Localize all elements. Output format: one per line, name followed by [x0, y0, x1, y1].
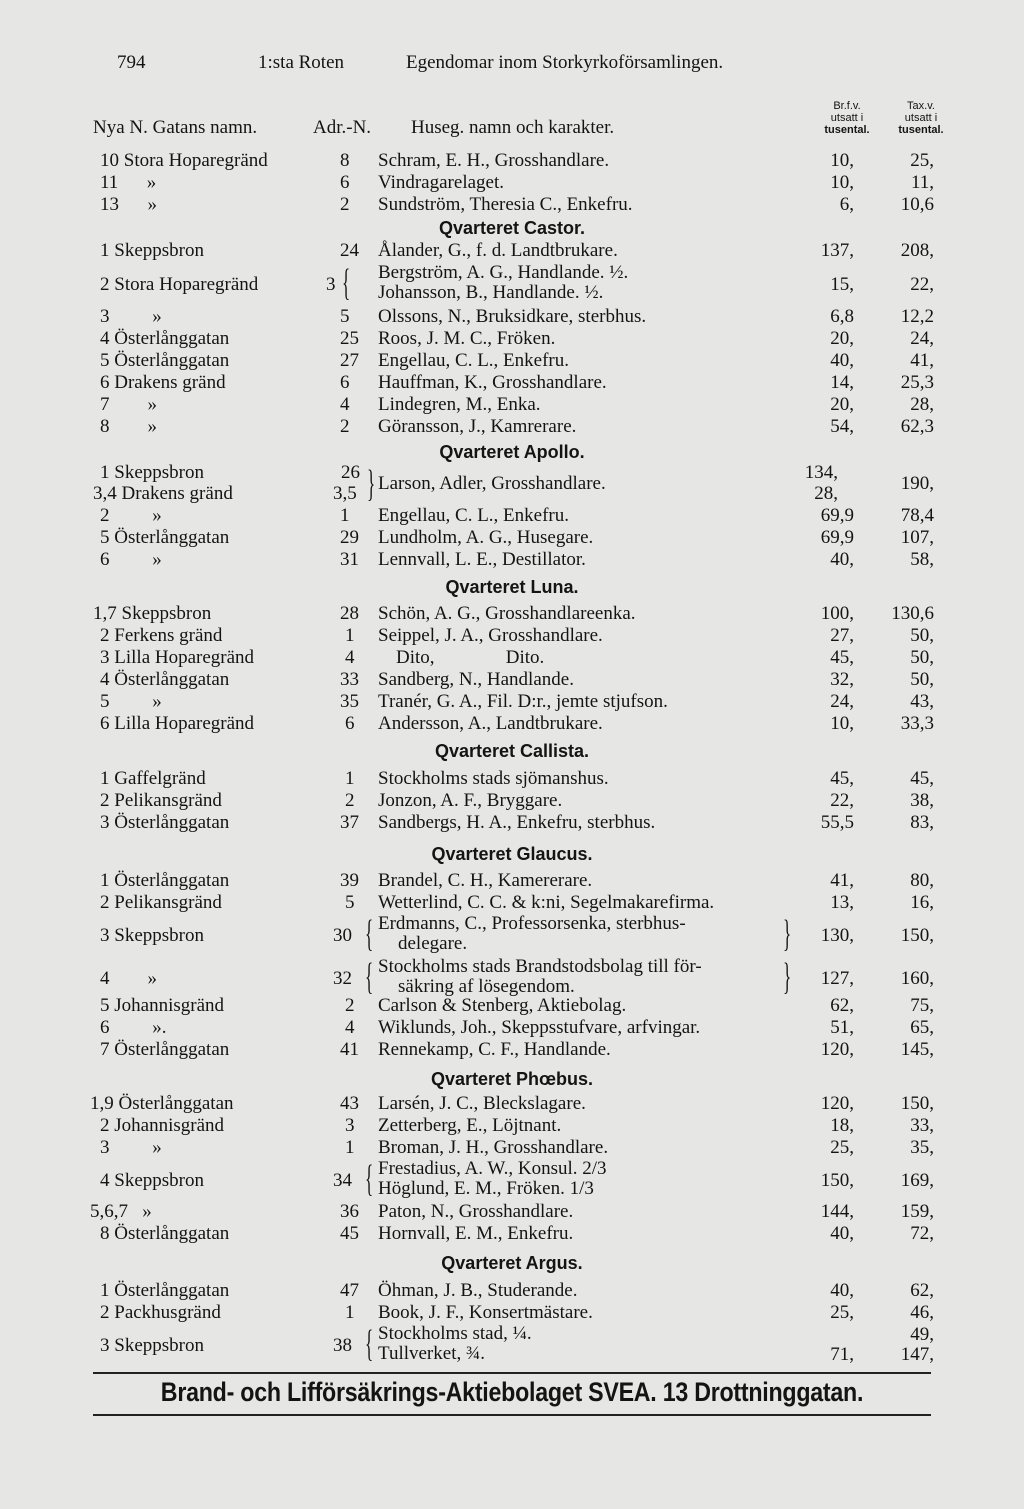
table-row: 5 Johannisgränd 2 Carlson & Stenberg, Aktiebolag. 62, 75,: [100, 995, 934, 1016]
table-row: 1 Skeppsbron 24 Ålander, G., f. d. Landtbrukare. 137, 208,: [100, 240, 934, 261]
table-row: 10 Stora Hoparegränd 8 Schram, E. H., Grosshandlare. 10, 25,: [100, 150, 934, 171]
divider: [93, 1372, 931, 1374]
table-row-brace: 3 Skeppsbron 38 { Stockholms stad, ¼. Tullverket, ¾. 49, 71, 147,: [100, 1323, 934, 1365]
table-row: 2 Pelikansgränd 2 Jonzon, A. F., Bryggare. 22, 38,: [100, 790, 934, 811]
brace-icon: {: [365, 1323, 374, 1365]
table-row: 8 Österlånggatan 45 Hornvall, E. M., Enkefru. 40, 72,: [100, 1223, 934, 1244]
brace-icon: }: [367, 463, 376, 505]
brace-icon: {: [342, 262, 351, 304]
table-row: 8 » 2 Göransson, J., Kamrerare. 54, 62,3: [100, 416, 934, 437]
table-row-brace: 4 Skeppsbron 34 { Frestadius, A. W., Konsul. 2/3 Höglund, E. M., Fröken. 1/3 150, 169,: [100, 1158, 934, 1200]
table-row-brace: 3 Skeppsbron 30 { Erdmanns, C., Professorsenka, sterbhus- delegare. } 130, 150,: [100, 913, 934, 955]
section-title-phoebus: Qvarteret Phœbus.: [430, 1069, 594, 1089]
col-header-owner: Huseg. namn och karakter.: [411, 117, 615, 138]
section-title-callista: Qvarteret Callista.: [434, 741, 590, 761]
table-row: 6 ». 4 Wiklunds, Joh., Skeppsstufvare, arfvingar. 51, 65,: [100, 1017, 934, 1038]
table-row: 4 Österlånggatan 33 Sandberg, N., Handlande. 32, 50,: [100, 669, 934, 690]
table-row: 3 Lilla Hoparegränd 4 Dito, Dito. 45, 50,: [100, 647, 934, 668]
table-row-brace: 1 Skeppsbron 3,4 Drakens gränd 26 3,5 } Larson, Adler, Grosshandlare. 134, 28, 190,: [93, 462, 934, 505]
table-row: 5 » 35 Tranér, G. A., Fil. D:r., jemte stjufson. 24, 43,: [100, 691, 934, 712]
brace-icon: {: [365, 913, 374, 955]
table-row-brace: 2 Stora Hoparegränd 3 { Bergström, A. G., Handlande. ½. Johansson, B., Handlande. ½. 15, 22,: [100, 262, 934, 304]
table-row: 1 Gaffelgränd 1 Stockholms stads sjömanshus. 45, 45,: [100, 768, 934, 789]
table-row: 2 Ferkens gränd 1 Seippel, J. A., Grosshandlare. 27, 50,: [100, 625, 934, 646]
brace-icon: }: [783, 956, 792, 998]
table-row: 1,7 Skeppsbron 28 Schön, A. G., Grosshandlareenka. 100, 130,6: [93, 603, 934, 624]
table-row: 6 Drakens gränd 6 Hauffman, K., Grosshandlare. 14, 25,3: [100, 372, 934, 393]
table-row: 1,9 Österlånggatan 43 Larsén, J. C., Bleckslagare. 120, 150,: [90, 1093, 934, 1114]
table-row: 7 Österlånggatan 41 Rennekamp, C. F., Handlande. 120, 145,: [100, 1039, 934, 1060]
footer-advert: Brand- och Lifförsäkrings-Aktiebolaget SVEA. 13 Drottninggatan.: [160, 1377, 864, 1407]
table-row: 1 Österlånggatan 47 Öhman, J. B., Studerande. 40, 62,: [100, 1280, 934, 1301]
table-row: 11 » 6 Vindragarelaget. 10, 11,: [100, 172, 934, 193]
brace-icon: {: [365, 1158, 374, 1200]
section-title-castor: Qvarteret Castor.: [438, 218, 586, 238]
table-row: 2 Packhusgränd 1 Book, J. F., Konsertmästare. 25, 46,: [100, 1302, 934, 1323]
col-header-taxv: Tax.v. utsatt i tusental.: [898, 100, 944, 136]
table-row: 6 Lilla Hoparegränd 6 Andersson, A., Landtbrukare. 10, 33,3: [100, 713, 934, 734]
brace-icon: }: [783, 913, 792, 955]
table-row: 1 Österlånggatan 39 Brandel, C. H., Kamererare. 41, 80,: [100, 870, 934, 891]
divider: [93, 1414, 931, 1416]
table-row: 2 Pelikansgränd 5 Wetterlind, C. C. & k:ni, Segelmakarefirma. 13, 16,: [100, 892, 934, 913]
table-row: 2 Johannisgränd 3 Zetterberg, E., Löjtnant. 18, 33,: [100, 1115, 934, 1136]
table-row: 7 » 4 Lindegren, M., Enka. 20, 28,: [100, 394, 934, 415]
table-row: 3 » 1 Broman, J. H., Grosshandlare. 25, 35,: [100, 1137, 934, 1158]
col-header-brfv: Br.f.v. utsatt i tusental.: [824, 100, 870, 136]
table-row: 5,6,7 » 36 Paton, N., Grosshandlare. 144, 159,: [90, 1201, 934, 1222]
table-row: 5 Österlånggatan 29 Lundholm, A. G., Husegare. 69,9 107,: [100, 527, 934, 548]
roten-label: 1:sta Roten: [258, 52, 345, 73]
section-title-luna: Qvarteret Luna.: [445, 577, 579, 597]
table-row: 3 » 5 Olssons, N., Bruksidkare, sterbhus. 6,8 12,2: [100, 306, 934, 327]
table-row: 6 » 31 Lennvall, L. E., Destillator. 40, 58,: [100, 549, 934, 570]
section-title-apollo: Qvarteret Apollo.: [439, 442, 585, 462]
page-number: 794: [117, 52, 146, 73]
table-row: 13 » 2 Sundström, Theresia C., Enkefru. 6, 10,6: [100, 194, 934, 215]
table-row-brace: 4 » 32 { Stockholms stads Brandstodsbolag till för- säkring af lösegendom. } 127, 160,: [100, 956, 934, 998]
brace-icon: {: [365, 956, 374, 998]
table-row: 3 Österlånggatan 37 Sandbergs, H. A., Enkefru, sterbhus. 55,5 83,: [100, 812, 934, 833]
table-row: 4 Österlånggatan 25 Roos, J. M. C., Fröken. 20, 24,: [100, 328, 934, 349]
page-title: Egendomar inom Storkyrkoförsamlingen.: [406, 52, 724, 73]
table-row: 5 Österlånggatan 27 Engellau, C. L., Enkefru. 40, 41,: [100, 350, 934, 371]
section-title-argus: Qvarteret Argus.: [441, 1253, 583, 1273]
col-header-street: Nya N. Gatans namn.: [93, 117, 258, 138]
table-row: 2 » 1 Engellau, C. L., Enkefru. 69,9 78,4: [100, 505, 934, 526]
section-title-glaucus: Qvarteret Glaucus.: [431, 844, 593, 864]
col-header-adr: Adr.-N.: [313, 117, 372, 138]
